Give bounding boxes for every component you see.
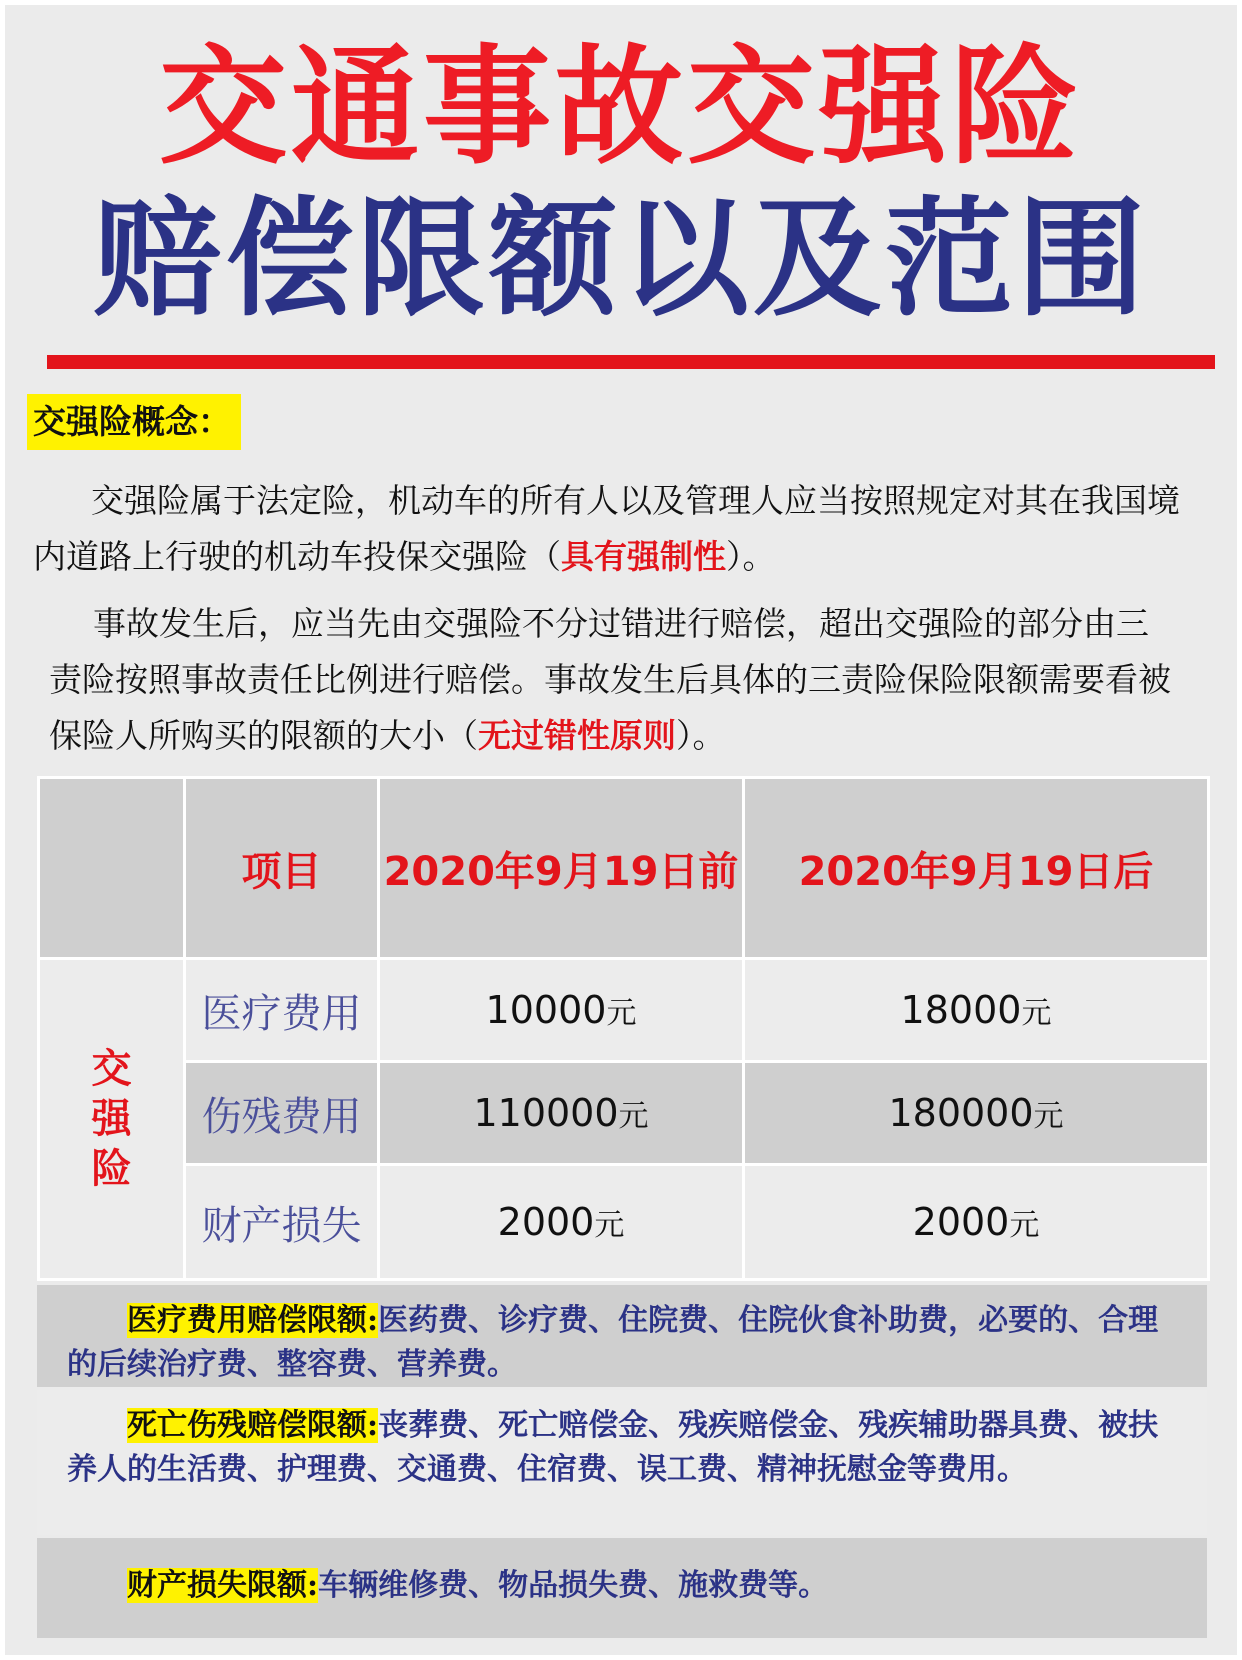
header-item: 项目	[185, 778, 379, 959]
medical-after	[744, 959, 1209, 1062]
item-property: 财产损失	[185, 1165, 379, 1280]
note-medical-text: 医药费、诊疗费、住院费、住院伙食补助费，必要的、合理的后续治疗费、整容费、营养费。	[67, 1303, 1159, 1382]
concept-paragraph-2	[49, 596, 1174, 764]
unit-label: 元	[1009, 1208, 1040, 1243]
concept-paragraph-2-emphasis: 无过错性原则	[478, 716, 676, 755]
concept-paragraph-1-text: 交强险属于法定险，机动车的所有人以及管理人应当按照规定对其在我国境内道路上行驶的机动车投保交强险（	[33, 481, 1180, 576]
concept-paragraph-1-emphasis: 具有强制性	[561, 537, 726, 576]
title-divider	[47, 355, 1215, 369]
table-header-row	[39, 778, 1209, 959]
medical-after-value: 18000	[900, 988, 1022, 1032]
property-after	[744, 1165, 1209, 1280]
title-line-2: 赔偿限额以及范围	[92, 185, 1149, 334]
unit-label: 元	[618, 1099, 649, 1134]
disability-after	[744, 1062, 1209, 1165]
unit-label: 元	[594, 1208, 625, 1243]
item-disability: 伤残费用	[185, 1062, 379, 1165]
note-death-disability-text: 丧葬费、死亡赔偿金、残疾赔偿金、残疾辅助器具费、被扶养人的生活费、护理费、交通费、住宿费、误工费、精神抚慰金等费用。	[67, 1408, 1159, 1487]
property-before-value: 2000	[497, 1200, 595, 1244]
note-property-limit	[37, 1538, 1207, 1638]
note-property-text: 车辆维修费、物品损失费、施救费等。	[318, 1568, 829, 1603]
concept-heading: 交强险概念：	[27, 394, 241, 450]
table-row	[39, 1062, 1209, 1165]
note-medical-limit	[37, 1285, 1207, 1387]
table-row	[39, 959, 1209, 1062]
disability-before	[379, 1062, 744, 1165]
note-death-disability-limit	[37, 1390, 1207, 1535]
title-line-1: 交通事故交强险	[158, 33, 1083, 182]
medical-before	[379, 959, 744, 1062]
unit-label: 元	[1021, 996, 1052, 1031]
group-label-cell	[39, 959, 185, 1280]
disability-after-value: 180000	[888, 1091, 1034, 1135]
unit-label: 元	[606, 996, 637, 1031]
header-before: 2020年9月19日前	[379, 778, 744, 959]
concept-paragraph-2-end: ）。	[676, 716, 726, 755]
property-before	[379, 1165, 744, 1280]
item-medical: 医疗费用	[185, 959, 379, 1062]
disability-before-value: 110000	[473, 1091, 619, 1135]
concept-paragraph-1-end: ）。	[726, 537, 776, 576]
concept-paragraph-1	[33, 473, 1203, 585]
note-property-label: 财产损失限额:	[127, 1568, 319, 1603]
note-medical-label: 医疗费用赔偿限额:	[127, 1303, 379, 1338]
concept-paragraph-2-text: 事故发生后，应当先由交强险不分过错进行赔偿，超出交强险的部分由三责险按照事故责任比例进行赔偿。事故发生后具体的三责险保险限额需要看被保险人所购买的限额的大小（	[49, 604, 1171, 755]
group-label: 交强险	[91, 1046, 132, 1192]
table-row	[39, 1165, 1209, 1280]
limits-table	[37, 776, 1210, 1281]
medical-before-value: 10000	[485, 988, 607, 1032]
unit-label: 元	[1033, 1099, 1064, 1134]
note-death-disability-label: 死亡伤残赔偿限额:	[127, 1408, 379, 1443]
property-after-value: 2000	[912, 1200, 1010, 1244]
header-after: 2020年9月19日后	[744, 778, 1209, 959]
header-blank-cell	[39, 778, 185, 959]
